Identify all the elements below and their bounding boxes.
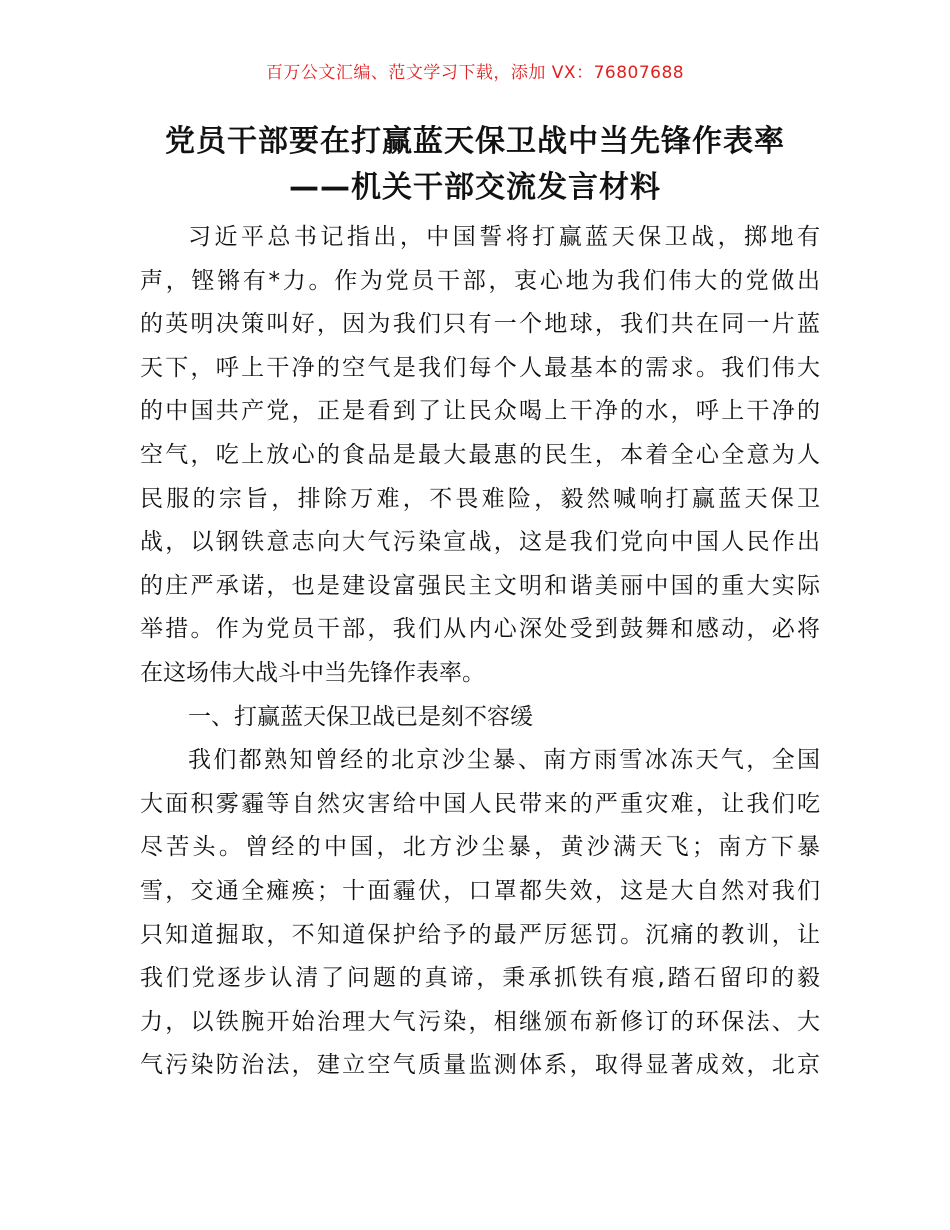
paragraph-2-line: 我们都熟知曾经的北京沙尘暴、南方雨雪冰冻天气，全国 <box>188 747 820 774</box>
header-banner: 百万公文汇编、范文学习下载，添加 VX：76807688 <box>265 63 685 83</box>
paragraph-1-line: 在这场伟大战斗中当先锋作表率。 <box>140 659 485 686</box>
paragraph-1-line: 声，铿锵有*力。作为党员干部，衷心地为我们伟大的党做出 <box>140 267 820 294</box>
paragraph-1-line: 战，以钢铁意志向大气污染宣战，这是我们党向中国人民作出 <box>140 529 820 556</box>
section-1-heading: 一、打赢蓝天保卫战已是刻不容缓 <box>188 703 533 730</box>
paragraph-2-line: 力，以铁腕开始治理大气污染，相继颁布新修订的环保法、大 <box>140 1008 820 1035</box>
document-title: 党员干部要在打赢蓝天保卫战中当先锋作表率 <box>165 124 785 159</box>
paragraph-1-line: 举措。作为党员干部，我们从内心深处受到鼓舞和感动，必将 <box>140 616 820 643</box>
paragraph-1-line: 的英明决策叫好，因为我们只有一个地球，我们共在同一片蓝 <box>140 311 820 338</box>
paragraph-1-line: 的中国共产党，正是看到了让民众喝上干净的水，呼上干净的 <box>140 398 820 425</box>
document-body <box>140 216 820 1088</box>
paragraph-1-line: 天下，呼上干净的空气是我们每个人最基本的需求。我们伟大 <box>140 354 820 381</box>
paragraph-2-line: 只知道掘取，不知道保护给予的最严厉惩罚。沉痛的教训，让 <box>140 921 820 948</box>
paragraph-1-line: 空气，吃上放心的食品是最大最惠的民生，本着全心全意为人 <box>140 441 820 468</box>
paragraph-1-line: 的庄严承诺，也是建设富强民主文明和谐美丽中国的重大实际 <box>140 572 820 599</box>
paragraph-1-line: 民服的宗旨，排除万难，不畏难险，毅然喊响打赢蓝天保卫 <box>140 485 820 512</box>
paragraph-2-line: 气污染防治法，建立空气质量监测体系，取得显著成效，北京 <box>140 1052 820 1079</box>
paragraph-2-line: 雪，交通全瘫痪；十面霾伏，口罩都失效，这是大自然对我们 <box>140 877 820 904</box>
document-subtitle: ——机关干部交流发言材料 <box>289 170 661 205</box>
paragraph-1-line: 习近平总书记指出，中国誓将打赢蓝天保卫战，掷地有 <box>188 224 820 250</box>
paragraph-2-line: 我们党逐步认清了问题的真谛，秉承抓铁有痕,踏石留印的毅 <box>140 965 820 992</box>
paragraph-2-line: 大面积雾霾等自然灾害给中国人民带来的严重灾难，让我们吃 <box>140 790 820 817</box>
paragraph-2-line: 尽苦头。曾经的中国，北方沙尘暴，黄沙满天飞；南方下暴 <box>140 834 820 861</box>
